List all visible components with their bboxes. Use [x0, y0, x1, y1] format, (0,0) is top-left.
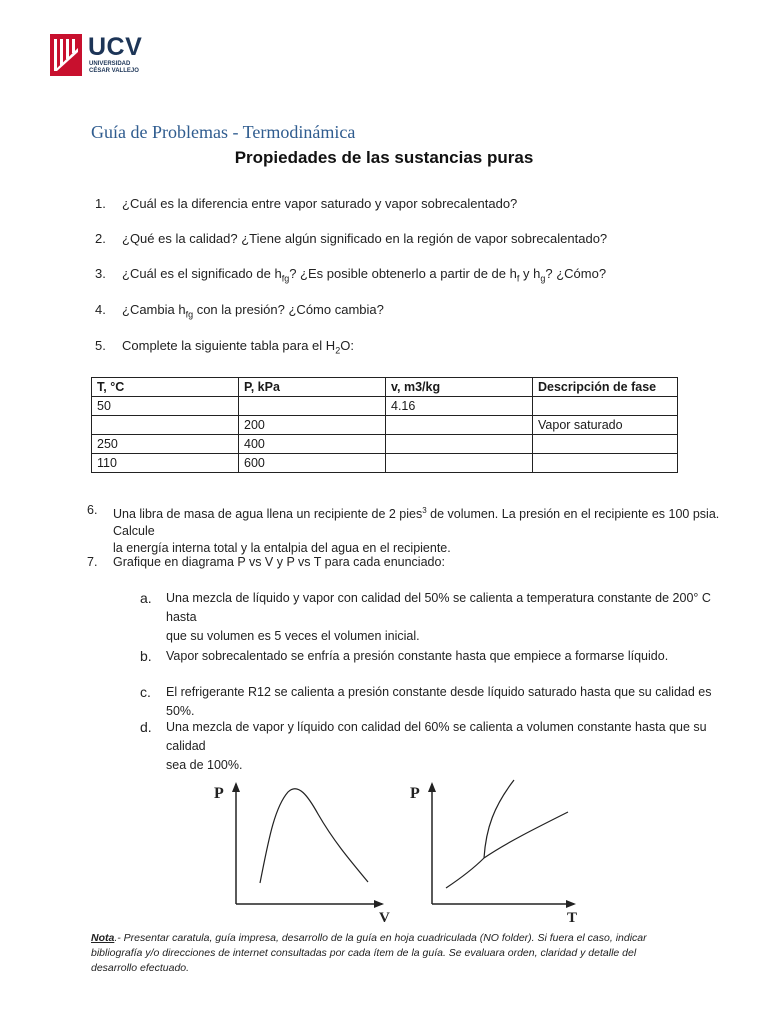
- pt-fusion-curve: [484, 780, 514, 858]
- pt-y-axis-arrow: [428, 782, 436, 792]
- table-cell: 200: [239, 416, 386, 435]
- table-cell: 50: [92, 397, 239, 416]
- table-cell: 400: [239, 435, 386, 454]
- table-cell: [239, 397, 386, 416]
- ucv-shield-icon: [50, 34, 82, 76]
- table-cell: [386, 454, 533, 473]
- column-header: T, °C: [92, 378, 239, 397]
- table-cell: 4.16: [386, 397, 533, 416]
- table-cell: 600: [239, 454, 386, 473]
- table-cell: [533, 397, 678, 416]
- note-label: Nota: [91, 932, 115, 944]
- table-cell: [533, 454, 678, 473]
- table-cell: [92, 416, 239, 435]
- pt-x-axis-arrow: [566, 900, 576, 908]
- pt-vaporization-curve: [484, 812, 568, 858]
- logo-text: UCV: [88, 33, 143, 61]
- pv-diagram: [208, 778, 394, 926]
- question-6-text: Una libra de masa de agua llena un recipiente de 2 pies$^3$ de volumen. La presión en el recipiente es 100 psia. Calcule la energía interna total y la entalpia del agua en el recipiente.: [113, 506, 720, 556]
- page-subtitle: Propiedades de las sustancias puras: [234, 148, 534, 167]
- properties-table: [91, 377, 678, 473]
- question-7-text: Grafique en diagrama P vs V y P vs T para cada enunciado:: [113, 555, 445, 569]
- pt-sublimation-curve: [446, 858, 484, 888]
- pv-x-axis-arrow: [374, 900, 384, 908]
- logo-university-name: UNIVERSIDAD CÉSAR VALLEJO: [89, 61, 139, 74]
- university-logo: [50, 33, 143, 78]
- question-6-number: 6.: [87, 503, 98, 517]
- column-header: v, m3/kg: [386, 378, 533, 397]
- table-cell: [386, 435, 533, 454]
- pv-y-axis-arrow: [232, 782, 240, 792]
- table-cell: Vapor saturado: [533, 416, 678, 435]
- table-cell: 110: [92, 454, 239, 473]
- pv-y-label: P: [214, 785, 224, 802]
- footer-note: [91, 931, 683, 976]
- table-row: [92, 397, 678, 416]
- table-cell: [386, 416, 533, 435]
- table-header-row: [92, 378, 678, 397]
- pt-diagram: [406, 778, 592, 926]
- pt-x-label: T: [567, 910, 578, 926]
- question-7-number: 7.: [87, 555, 98, 569]
- pv-saturation-dome: [260, 789, 368, 883]
- table-row: [92, 435, 678, 454]
- guide-title: Guía de Problemas - Termodinámica: [91, 122, 356, 142]
- note-text: .- Presentar caratula, guía impresa, desarrollo de la guía en hoja cuadriculada (NO folder). Si fuera el caso, indicar bibliografía y/o direcciones de internet consultadas por cada ítem de la guía. Se evaluara orden, claridad y detalle del desarrollo efectuado.: [91, 932, 647, 974]
- pv-x-label: V: [379, 910, 390, 926]
- table-row: [92, 454, 678, 473]
- pt-y-label: P: [410, 785, 420, 802]
- column-header: P, kPa: [239, 378, 386, 397]
- column-header: Descripción de fase: [533, 378, 678, 397]
- table-cell: [533, 435, 678, 454]
- table-cell: 250: [92, 435, 239, 454]
- table-row: [92, 416, 678, 435]
